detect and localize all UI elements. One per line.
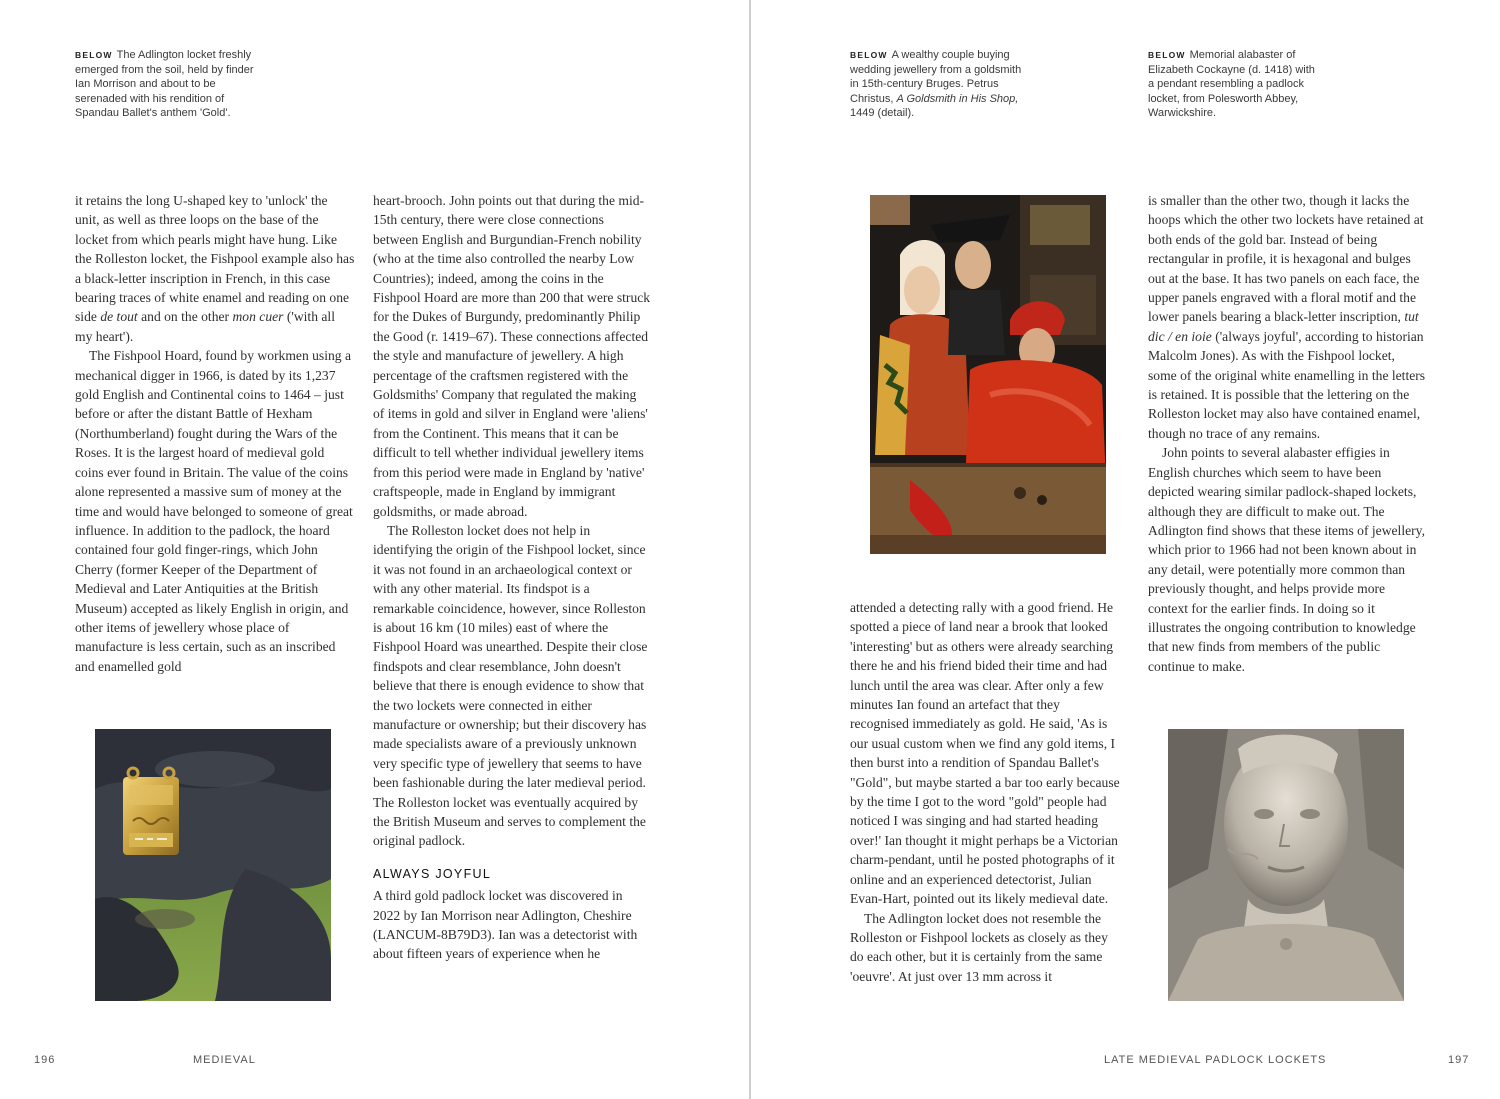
alabaster-effigy-image <box>1168 729 1404 1001</box>
caption-goldsmith-painting: BELOW A wealthy couple buying wedding jewellery from a goldsmith in 15th-century Bruges. Petrus Christus, A Goldsmith in His Shop, 1449 (detail). <box>850 49 1022 120</box>
section-heading: ALWAYS JOYFUL <box>373 866 492 881</box>
locket-in-hand-image <box>95 729 331 1001</box>
paragraph: The Adlington locket does not resemble the Rolleston or Fishpool lockets as closely as they do each other, but it is certainly from the same 'oeuvre'. At just over 13 mm across it <box>850 910 1108 984</box>
goldsmith-painting-image <box>870 195 1106 554</box>
text-column-2 <box>373 191 651 964</box>
paragraph: A third gold padlock locket was discovered in 2022 by Ian Morrison near Adlington, Cheshire (LANCUM-8B79D3). Ian was a detectorist with about fifteen years of experience when he <box>373 888 638 962</box>
adlington-locket-photo <box>95 729 331 1001</box>
caption-alabaster-effigy: BELOW Memorial alabaster of Elizabeth Cockayne (d. 1418) with a pendant resembling a padlock locket, from Polesworth Abbey, Warwickshire. <box>1148 49 1315 120</box>
paragraph: The Fishpool Hoard, found by workmen using a mechanical digger in 1966, is dated by its 1,237 gold English and Continental coins to 1464 – just before or after the distant Battle of Hexham (Northumberland) fought during the Wars of the Roses. It is the largest hoard of medieval gold coins ever found in Britain. The value of the coins alone represented a massive sum of money at the time and would have belonged to someone of great influence. In addition to the padlock, the hoard contained four gold finger-rings, which John Cherry (former Keeper of the Department of Medieval and Later Antiquities at the British Museum) accepted as likely English in origin, and other items of jewellery whose place of manufacture is less certain, such as an inscribed and enamelled gold <box>75 348 353 674</box>
text-column-3 <box>850 598 1122 986</box>
caption-adlington-locket: BELOW The Adlington locket freshly emerged from the soil, held by finder Ian Morrison and about to be serenaded with his rendition of Spandau Ballet's anthem 'Gold'. <box>75 49 254 120</box>
text-column-1 <box>75 191 355 676</box>
paragraph: John points to several alabaster effigies in English churches which seem to have been depicted wearing similar padlock-shaped lockets, although they are difficult to make out. The Adlington find shows that these items of jewellery, which prior to 1966 had not been known about in any detail, were potentially more common than previously thought, and helps provide more context for the earlier finds. In doing so it illustrates the ongoing contribution to knowledge that new finds from members of the public continue to make. <box>1148 445 1425 674</box>
text-column-4 <box>1148 191 1426 676</box>
running-head-left: MEDIEVAL <box>193 1054 256 1066</box>
paragraph: heart-brooch. John points out that during the mid-15th century, there were close connections between English and Burgundian-French nobility (who at the time also controlled the nearby Low Countries); indeed, among the coins in the Fishpool Hoard are more than 200 that were struck for the Dukes of Burgundy, predominantly Philip the Good (r. 1419–67). These connections affected the style and manufacture of jewellery. A high percentage of the craftsmen registered with the Goldsmiths' Company that regulated the making of items in gold and silver in England were 'aliens' from the Continent. This means that it can be difficult to tell whether individual jewellery items from this period were made in England by 'native' craftspeople, made in England by immigrant goldsmiths, or made abroad. <box>373 193 651 519</box>
paragraph: attended a detecting rally with a good friend. He spotted a piece of land near a brook that looked 'interesting' but as others were already searching there he and his friend bided their time and had lunch until the area was clear. After only a few minutes Ian found an artefact that they recognised immediately as gold. He said, 'As is our usual custom when we find any gold items, I then burst into a rendition of Spandau Ballet's "Gold", but maybe started a bar too early because by the time I got to the word "gold" people had noticed I was singing and had started heading over!' Ian thought it might perhaps be a Victorian charm-pendant, until he posted photographs of it online and an experienced detectorist, Julian Evan-Hart, pointed out its likely medieval date. <box>850 600 1120 907</box>
goldsmith-shop-painting <box>870 195 1106 554</box>
page-number-right: 197 <box>1448 1054 1470 1066</box>
paragraph: it retains the long U-shaped key to 'unlock' the unit, as well as three loops on the base of the locket from which pearls might have hung. Like the Rolleston locket, the Fishpool example also has a black-letter inscription in French, in this case bearing traces of white enamel and reading on one side de tout and on the other mon cuer ('with all my heart'). <box>75 193 355 344</box>
alabaster-effigy-photo <box>1168 729 1404 1001</box>
paragraph: is smaller than the other two, though it lacks the hoops which the other two lockets have retained at both ends of the gold bar. Instead of being rectangular in profile, it is hexagonal and bulges out at the base. It has two panels on each face, the upper panels engraved with a floral motif and the lower panels bearing a black-letter inscription, tut dic / en ioie ('always joyful', according to historian Malcolm Jones). As with the Fishpool locket, some of the original white enamelling in the letters is retained. It is possible that the lettering on the Rolleston locket may also have contained enamel, though no trace of any remains. <box>1148 193 1426 441</box>
page-number-left: 196 <box>34 1054 56 1066</box>
paragraph: The Rolleston locket does not help in identifying the origin of the Fishpool locket, since it was not found in an archaeological context or with any other material. Its findspot is a remarkable coincidence, however, since Rolleston is about 16 km (10 miles) east of where the Fishpool Hoard was unearthed. Despite their close findspots and clear resemblance, John doesn't believe that there is enough evidence to show that the two lockets were connected in either manufacture or ownership; but their discovery has made specialists aware of a previously unknown very specific type of jewellery that seems to have been fashionable during the later medieval period. The Rolleston locket was eventually acquired by the British Museum and serves to complement the original padlock. <box>373 522 648 849</box>
running-head-right: LATE MEDIEVAL PADLOCK LOCKETS <box>1104 1054 1327 1066</box>
